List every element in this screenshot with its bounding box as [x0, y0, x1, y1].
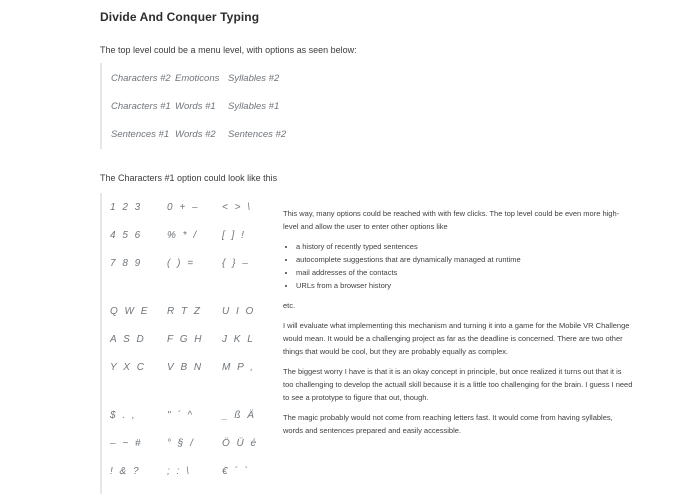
menu-option-syllables-2: Syllables #2 [228, 72, 280, 84]
key-group: F G H [167, 333, 204, 345]
menu-option-emoticons: Emoticons [175, 72, 220, 84]
key-group: ; : \ [167, 465, 191, 477]
paragraph-magic: The magic probably would not come from reaching letters fast. It would come from having syllables, words and sentences prepared and easily accessible. [283, 413, 613, 435]
keyboard-row [110, 353, 282, 381]
menu-option-characters-2: Characters #2 [111, 72, 171, 84]
key-group: R T Z [167, 305, 202, 317]
key-group: Q W E [110, 305, 150, 317]
menu-row [111, 92, 286, 120]
keyboard-row [110, 297, 282, 325]
list-item: • a history of recently typed sentences [296, 240, 633, 253]
body-text-column [283, 207, 633, 444]
key-group: – ~ # [110, 437, 143, 449]
key-group: { } – [222, 257, 250, 269]
page-title: Divide And Conquer Typing [100, 10, 260, 24]
key-group: 1 2 3 [110, 201, 143, 213]
keyboard-row [110, 457, 282, 485]
keyboard-row [110, 193, 282, 221]
options-bullet-list [283, 240, 633, 292]
key-group: Ö Ü é [222, 437, 259, 449]
keyboard-row [110, 249, 282, 277]
keyboard-layout-blockquote [100, 193, 282, 494]
key-group: " ´ ^ [167, 409, 195, 421]
paragraph-worry: The biggest worry I have is that it is an okay concept in principle, but once realized it turns out that it is too challenging to develop the actuall skill because it is a little too challenging for the brain. I guess I need to see a prototype to figure that out, though. [283, 367, 633, 402]
menu-row [111, 64, 286, 92]
key-group: ! & ? [110, 465, 141, 477]
key-group: [ ] ! [222, 229, 246, 241]
key-group: € ´ ` [222, 465, 250, 477]
keyboard-row [110, 325, 282, 353]
paragraph-evaluation: I will evaluate what implementing this mechanism and turning it into a game for the Mobile VR Challenge would mean. It would be a challenging project as far as the deadline is concerned. There are two other things that would be cool, but they are probably equally as complex. [283, 321, 630, 356]
key-group: ° § / [167, 437, 195, 449]
list-item: • mail addresses of the contacts [296, 266, 633, 279]
keyboard-section-special [110, 401, 282, 485]
keyboard-row [110, 221, 282, 249]
intro-paragraph: The top level could be a menu level, with options as seen below: [100, 45, 357, 55]
key-group: % * / [167, 229, 199, 241]
key-group: 0 + – [167, 201, 200, 213]
list-item: • autocomplete suggestions that are dynamically managed at runtime [296, 253, 633, 266]
menu-option-syllables-1: Syllables #1 [228, 100, 280, 112]
key-group: J K L [222, 333, 255, 345]
key-group: _ ß Ä [222, 409, 256, 421]
menu-option-words-2: Words #2 [175, 128, 216, 140]
key-group: V B N [167, 361, 204, 373]
menu-option-words-1: Words #1 [175, 100, 216, 112]
keyboard-section-letters [110, 297, 282, 381]
keyboard-section-numbers [110, 193, 282, 277]
key-group: < > \ [222, 201, 253, 213]
paragraph-etc: etc. [283, 301, 296, 310]
key-group: 4 5 6 [110, 229, 143, 241]
paragraph-options-overview: This way, many options could be reached with with few clicks. The top level could be even more high-level and allow the user to enter other options like [283, 209, 620, 231]
menu-options-blockquote [100, 63, 286, 149]
key-group: ( ) = [167, 257, 196, 269]
characters-1-heading: The Characters #1 option could look like this [100, 173, 278, 183]
menu-option-characters-1: Characters #1 [111, 100, 171, 112]
menu-option-sentences-1: Sentences #1 [111, 128, 170, 140]
list-item: • URLs from a browser history [296, 279, 633, 292]
key-group: Y X C [110, 361, 146, 373]
key-group: 7 8 9 [110, 257, 143, 269]
keyboard-row [110, 401, 282, 429]
menu-row [111, 120, 286, 148]
menu-option-sentences-2: Sentences #2 [228, 128, 287, 140]
key-group: A S D [110, 333, 146, 345]
key-group: U I O [222, 305, 256, 317]
keyboard-row [110, 429, 282, 457]
key-group: $ . , [110, 409, 137, 421]
key-group: M P , [222, 361, 255, 373]
